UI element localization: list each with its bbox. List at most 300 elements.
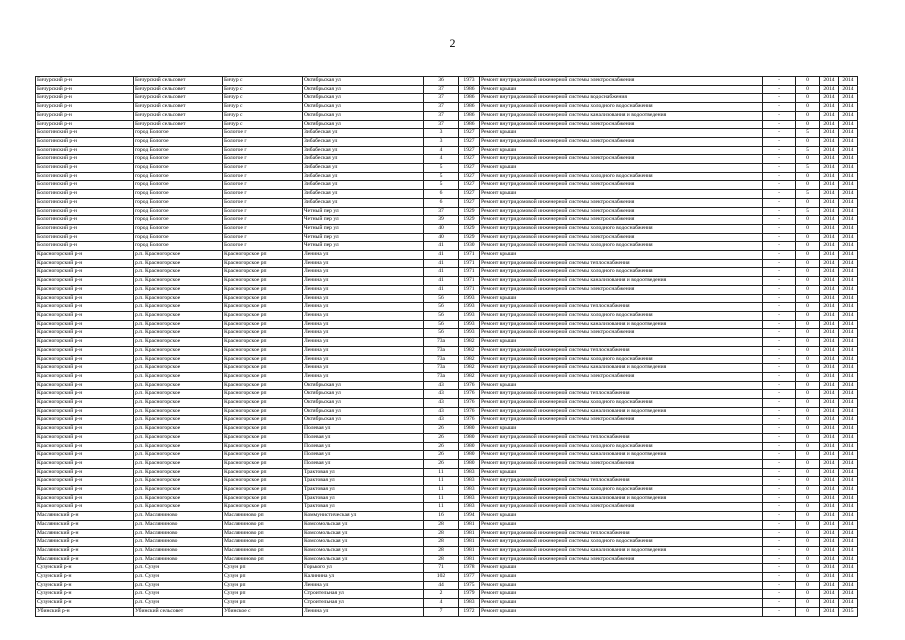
settlement-cell: р.п. Масляниново xyxy=(134,520,223,529)
locality-cell: Бичур с xyxy=(223,111,303,120)
build-year-cell: 1982 xyxy=(459,338,480,347)
settlement-cell: р.п. Красногорское xyxy=(134,459,223,468)
value-cell: 0 xyxy=(796,268,820,277)
district-cell: Масляниский р-н xyxy=(36,546,134,555)
locality-cell: Красногорское рп xyxy=(223,338,303,347)
locality-cell: Красногорское рп xyxy=(223,451,303,460)
street-cell: Ленина ул xyxy=(303,346,424,355)
locality-cell: Бичур с xyxy=(223,77,303,86)
street-cell: Трактовая ул xyxy=(303,477,424,486)
build-year-cell: 1980 xyxy=(459,442,480,451)
street-cell: Ленина ул xyxy=(303,285,424,294)
start-year-cell: 2014 xyxy=(820,538,839,547)
street-cell: Ленина ул xyxy=(303,329,424,338)
dash-cell: - xyxy=(763,251,796,260)
table-row xyxy=(36,581,858,590)
table-row xyxy=(36,224,858,233)
settlement-cell: р.п. Красногорское xyxy=(134,277,223,286)
street-cell: Ленина ул xyxy=(303,303,424,312)
start-year-cell: 2014 xyxy=(820,207,839,216)
locality-cell: Красногорское рп xyxy=(223,372,303,381)
locality-cell: Красногорское рп xyxy=(223,459,303,468)
settlement-cell: р.п. Масляниново xyxy=(134,529,223,538)
district-cell: Бологинский р-н xyxy=(36,164,134,173)
house-number-cell: 56 xyxy=(424,294,459,303)
settlement-cell: р.п. Красногорское xyxy=(134,451,223,460)
house-number-cell: 11 xyxy=(424,477,459,486)
end-year-cell: 2014 xyxy=(839,399,858,408)
end-year-cell: 2014 xyxy=(839,207,858,216)
district-cell: Красногорский р-н xyxy=(36,399,134,408)
dash-cell: - xyxy=(763,146,796,155)
table-row xyxy=(36,459,858,468)
house-number-cell: 4 xyxy=(424,146,459,155)
value-cell: 0 xyxy=(796,529,820,538)
locality-cell: Красногорское рп xyxy=(223,477,303,486)
house-number-cell: 28 xyxy=(424,546,459,555)
build-year-cell: 1983 xyxy=(459,503,480,512)
locality-cell: Бологое г xyxy=(223,216,303,225)
start-year-cell: 2014 xyxy=(820,294,839,303)
dash-cell: - xyxy=(763,581,796,590)
house-number-cell: 4 xyxy=(424,155,459,164)
work-type-cell: Ремонт внутридомовой инженерной системы электроснабжения xyxy=(480,198,763,207)
dash-cell: - xyxy=(763,468,796,477)
dash-cell: - xyxy=(763,233,796,242)
table-row xyxy=(36,129,858,138)
district-cell: Бологинский р-н xyxy=(36,129,134,138)
build-year-cell: 1973 xyxy=(459,77,480,86)
house-number-cell: 28 xyxy=(424,529,459,538)
build-year-cell: 1972 xyxy=(459,607,480,616)
value-cell: 0 xyxy=(796,494,820,503)
dash-cell: - xyxy=(763,172,796,181)
locality-cell: Сузун рп xyxy=(223,581,303,590)
end-year-cell: 2014 xyxy=(839,129,858,138)
work-type-cell: Ремонт крыши xyxy=(480,164,763,173)
table-row xyxy=(36,451,858,460)
end-year-cell: 2014 xyxy=(839,512,858,521)
dash-cell: - xyxy=(763,111,796,120)
table-row xyxy=(36,251,858,260)
locality-cell: Сузун рп xyxy=(223,573,303,582)
start-year-cell: 2014 xyxy=(820,494,839,503)
house-number-cell: 28 xyxy=(424,520,459,529)
work-type-cell: Ремонт внутридомовой инженерной системы теплоснабжения xyxy=(480,259,763,268)
build-year-cell: 1927 xyxy=(459,181,480,190)
work-type-cell: Ремонт крыши xyxy=(480,590,763,599)
start-year-cell: 2014 xyxy=(820,555,839,564)
locality-cell: Бологое г xyxy=(223,242,303,251)
table-row xyxy=(36,529,858,538)
district-cell: Красногорский р-н xyxy=(36,338,134,347)
house-number-cell: 43 xyxy=(424,381,459,390)
start-year-cell: 2014 xyxy=(820,338,839,347)
street-cell: Строительная ул xyxy=(303,599,424,608)
build-year-cell: 1981 xyxy=(459,520,480,529)
locality-cell: Красногорское рп xyxy=(223,364,303,373)
district-cell: Красногорский р-н xyxy=(36,251,134,260)
street-cell: Октябрьская ул xyxy=(303,381,424,390)
start-year-cell: 2014 xyxy=(820,233,839,242)
street-cell: Октябрьская ул xyxy=(303,399,424,408)
work-type-cell: Ремонт внутридомовой инженерной системы электроснабжения xyxy=(480,372,763,381)
start-year-cell: 2014 xyxy=(820,477,839,486)
locality-cell: Красногорское рп xyxy=(223,416,303,425)
settlement-cell: город Бологое xyxy=(134,216,223,225)
start-year-cell: 2014 xyxy=(820,311,839,320)
table-row xyxy=(36,503,858,512)
house-number-cell: 37 xyxy=(424,103,459,112)
street-cell: Зибабеская ул xyxy=(303,137,424,146)
value-cell: 0 xyxy=(796,564,820,573)
start-year-cell: 2014 xyxy=(820,372,839,381)
end-year-cell: 2014 xyxy=(839,538,858,547)
street-cell: Трактовая ул xyxy=(303,486,424,495)
locality-cell: Масляниново рп xyxy=(223,520,303,529)
locality-cell: Красногорское рп xyxy=(223,259,303,268)
locality-cell: Бологое г xyxy=(223,129,303,138)
build-year-cell: 1994 xyxy=(459,512,480,521)
settlement-cell: город Бологое xyxy=(134,164,223,173)
end-year-cell: 2014 xyxy=(839,294,858,303)
settlement-cell: Бичурский сельсовет xyxy=(134,77,223,86)
table-row xyxy=(36,155,858,164)
build-year-cell: 1986 xyxy=(459,85,480,94)
district-cell: Красногорский р-н xyxy=(36,303,134,312)
end-year-cell: 2014 xyxy=(839,564,858,573)
settlement-cell: р.п. Красногорское xyxy=(134,259,223,268)
house-number-cell: 37 xyxy=(424,120,459,129)
table-row xyxy=(36,599,858,608)
build-year-cell: 1971 xyxy=(459,251,480,260)
value-cell: 0 xyxy=(796,425,820,434)
settlement-cell: город Бологое xyxy=(134,198,223,207)
end-year-cell: 2014 xyxy=(839,85,858,94)
build-year-cell: 1971 xyxy=(459,277,480,286)
house-number-cell: 56 xyxy=(424,329,459,338)
end-year-cell: 2014 xyxy=(839,181,858,190)
district-cell: Бологинский р-н xyxy=(36,233,134,242)
district-cell: Бологинский р-н xyxy=(36,137,134,146)
street-cell: Полевая ул xyxy=(303,433,424,442)
start-year-cell: 2014 xyxy=(820,381,839,390)
house-number-cell: 26 xyxy=(424,433,459,442)
street-cell: Ленина ул xyxy=(303,311,424,320)
settlement-cell: р.п. Красногорское xyxy=(134,390,223,399)
start-year-cell: 2014 xyxy=(820,355,839,364)
work-type-cell: Ремонт внутридомовой инженерной системы канализования и водоотведения xyxy=(480,546,763,555)
work-type-cell: Ремонт внутридомовой инженерной системы теплоснабжения xyxy=(480,303,763,312)
value-cell: 0 xyxy=(796,433,820,442)
start-year-cell: 2014 xyxy=(820,224,839,233)
street-cell: Комсомольская ул xyxy=(303,538,424,547)
house-number-cell: 73а xyxy=(424,346,459,355)
locality-cell: Сузун рп xyxy=(223,590,303,599)
end-year-cell: 2014 xyxy=(839,529,858,538)
dash-cell: - xyxy=(763,103,796,112)
table-row xyxy=(36,216,858,225)
house-number-cell: 16 xyxy=(424,512,459,521)
dash-cell: - xyxy=(763,451,796,460)
street-cell: Ленина ул xyxy=(303,607,424,616)
street-cell: Зибабеская ул xyxy=(303,172,424,181)
locality-cell: Бологое г xyxy=(223,155,303,164)
table-row xyxy=(36,146,858,155)
settlement-cell: город Бологое xyxy=(134,137,223,146)
house-number-cell: 3 xyxy=(424,129,459,138)
locality-cell: Красногорское рп xyxy=(223,320,303,329)
locality-cell: Красногорское рп xyxy=(223,251,303,260)
build-year-cell: 1929 xyxy=(459,207,480,216)
work-type-cell: Ремонт внутридомовой инженерной системы канализования и водоотведения xyxy=(480,320,763,329)
work-type-cell: Ремонт внутридомовой инженерной системы канализования и водоотведения xyxy=(480,364,763,373)
district-cell: Красногорский р-н xyxy=(36,451,134,460)
house-number-cell: 43 xyxy=(424,407,459,416)
street-cell: Зибабеская ул xyxy=(303,129,424,138)
work-type-cell: Ремонт внутридомовой инженерной системы теплоснабжения xyxy=(480,477,763,486)
dash-cell: - xyxy=(763,338,796,347)
end-year-cell: 2014 xyxy=(839,520,858,529)
district-cell: Красногорский р-н xyxy=(36,364,134,373)
build-year-cell: 1927 xyxy=(459,137,480,146)
end-year-cell: 2014 xyxy=(839,251,858,260)
end-year-cell: 2014 xyxy=(839,311,858,320)
table-row xyxy=(36,190,858,199)
build-year-cell: 1983 xyxy=(459,468,480,477)
end-year-cell: 2014 xyxy=(839,555,858,564)
district-cell: Бологинский р-н xyxy=(36,155,134,164)
start-year-cell: 2014 xyxy=(820,94,839,103)
house-number-cell: 26 xyxy=(424,459,459,468)
value-cell: 0 xyxy=(796,555,820,564)
start-year-cell: 2014 xyxy=(820,364,839,373)
house-number-cell: 56 xyxy=(424,303,459,312)
dash-cell: - xyxy=(763,399,796,408)
end-year-cell: 2014 xyxy=(839,546,858,555)
district-cell: Бичурский р-н xyxy=(36,120,134,129)
build-year-cell: 1980 xyxy=(459,425,480,434)
build-year-cell: 1976 xyxy=(459,399,480,408)
settlement-cell: р.п. Красногорское xyxy=(134,338,223,347)
end-year-cell: 2014 xyxy=(839,599,858,608)
build-year-cell: 1981 xyxy=(459,546,480,555)
locality-cell: Красногорское рп xyxy=(223,346,303,355)
build-year-cell: 1983 xyxy=(459,494,480,503)
work-type-cell: Ремонт внутридомовой инженерной системы холодного водоснабжения xyxy=(480,242,763,251)
start-year-cell: 2014 xyxy=(820,590,839,599)
house-number-cell: 7 xyxy=(424,607,459,616)
work-type-cell: Ремонт крыши xyxy=(480,573,763,582)
district-cell: Красногорский р-н xyxy=(36,268,134,277)
dash-cell: - xyxy=(763,268,796,277)
dash-cell: - xyxy=(763,433,796,442)
work-type-cell: Ремонт внутридомовой инженерной системы канализования и водоотведения xyxy=(480,494,763,503)
build-year-cell: 1976 xyxy=(459,390,480,399)
dash-cell: - xyxy=(763,320,796,329)
table-row xyxy=(36,573,858,582)
start-year-cell: 2014 xyxy=(820,190,839,199)
district-cell: Красногорский р-н xyxy=(36,416,134,425)
end-year-cell: 2014 xyxy=(839,103,858,112)
locality-cell: Красногорское рп xyxy=(223,503,303,512)
value-cell: 0 xyxy=(796,477,820,486)
district-cell: Масляниский р-н xyxy=(36,529,134,538)
street-cell: Ленина ул xyxy=(303,259,424,268)
build-year-cell: 1929 xyxy=(459,224,480,233)
settlement-cell: р.п. Красногорское xyxy=(134,372,223,381)
street-cell: Полевая ул xyxy=(303,459,424,468)
locality-cell: Красногорское рп xyxy=(223,407,303,416)
dash-cell: - xyxy=(763,442,796,451)
house-number-cell: 43 xyxy=(424,416,459,425)
house-number-cell: 37 xyxy=(424,85,459,94)
value-cell: 0 xyxy=(796,251,820,260)
locality-cell: Бологое г xyxy=(223,233,303,242)
table-row xyxy=(36,407,858,416)
end-year-cell: 2014 xyxy=(839,477,858,486)
house-number-cell: 11 xyxy=(424,503,459,512)
table-row xyxy=(36,477,858,486)
district-cell: Бологинский р-н xyxy=(36,146,134,155)
settlement-cell: Бичурский сельсовет xyxy=(134,111,223,120)
start-year-cell: 2014 xyxy=(820,486,839,495)
locality-cell: Бичур с xyxy=(223,94,303,103)
start-year-cell: 2014 xyxy=(820,216,839,225)
work-type-cell: Ремонт крыши xyxy=(480,425,763,434)
value-cell: 0 xyxy=(796,285,820,294)
table-row xyxy=(36,111,858,120)
street-cell: Ленина ул xyxy=(303,294,424,303)
start-year-cell: 2014 xyxy=(820,607,839,616)
dash-cell: - xyxy=(763,486,796,495)
district-cell: Сузунский р-н xyxy=(36,599,134,608)
work-type-cell: Ремонт крыши xyxy=(480,294,763,303)
locality-cell: Бологое г xyxy=(223,181,303,190)
work-type-cell: Ремонт внутридомовой инженерной системы теплоснабжения xyxy=(480,346,763,355)
end-year-cell: 2014 xyxy=(839,425,858,434)
settlement-cell: р.п. Красногорское xyxy=(134,442,223,451)
dash-cell: - xyxy=(763,590,796,599)
work-type-cell: Ремонт внутридомовой инженерной системы электроснабжения xyxy=(480,329,763,338)
settlement-cell: р.п. Сузун xyxy=(134,590,223,599)
district-cell: Масляниский р-н xyxy=(36,538,134,547)
district-cell: Красногорский р-н xyxy=(36,259,134,268)
settlement-cell: р.п. Красногорское xyxy=(134,503,223,512)
work-type-cell: Ремонт внутридомовой инженерной системы холодного водоснабжения xyxy=(480,224,763,233)
street-cell: Зибабеская ул xyxy=(303,155,424,164)
end-year-cell: 2014 xyxy=(839,259,858,268)
build-year-cell: 1976 xyxy=(459,416,480,425)
settlement-cell: р.п. Красногорское xyxy=(134,364,223,373)
work-type-cell: Ремонт внутридомовой инженерной системы электроснабжения xyxy=(480,285,763,294)
end-year-cell: 2014 xyxy=(839,581,858,590)
locality-cell: Красногорское рп xyxy=(223,425,303,434)
street-cell: Октябрьская ул xyxy=(303,77,424,86)
settlement-cell: р.п. Красногорское xyxy=(134,355,223,364)
start-year-cell: 2014 xyxy=(820,546,839,555)
locality-cell: Красногорское рп xyxy=(223,268,303,277)
dash-cell: - xyxy=(763,494,796,503)
locality-cell: Красногорское рп xyxy=(223,390,303,399)
build-year-cell: 1930 xyxy=(459,242,480,251)
value-cell: 0 xyxy=(796,581,820,590)
settlement-cell: город Бологое xyxy=(134,172,223,181)
dash-cell: - xyxy=(763,277,796,286)
work-type-cell: Ремонт крыши xyxy=(480,599,763,608)
end-year-cell: 2014 xyxy=(839,494,858,503)
settlement-cell: Бичурский сельсовет xyxy=(134,120,223,129)
dash-cell: - xyxy=(763,364,796,373)
dash-cell: - xyxy=(763,85,796,94)
district-cell: Красногорский р-н xyxy=(36,486,134,495)
value-cell: 0 xyxy=(796,111,820,120)
street-cell: Ленина ул xyxy=(303,268,424,277)
dash-cell: - xyxy=(763,529,796,538)
value-cell: 0 xyxy=(796,242,820,251)
build-year-cell: 1981 xyxy=(459,529,480,538)
dash-cell: - xyxy=(763,311,796,320)
locality-cell: Красногорское рп xyxy=(223,433,303,442)
work-type-cell: Ремонт внутридомовой инженерной системы холодного водоснабжения xyxy=(480,355,763,364)
build-year-cell: 1927 xyxy=(459,164,480,173)
locality-cell: Красногорское рп xyxy=(223,285,303,294)
build-year-cell: 1993 xyxy=(459,320,480,329)
end-year-cell: 2014 xyxy=(839,407,858,416)
street-cell: Октябрьская ул xyxy=(303,103,424,112)
house-number-cell: 5 xyxy=(424,181,459,190)
build-year-cell: 1977 xyxy=(459,573,480,582)
locality-cell: Красногорское рп xyxy=(223,486,303,495)
build-year-cell: 1993 xyxy=(459,294,480,303)
value-cell: 0 xyxy=(796,77,820,86)
build-year-cell: 1993 xyxy=(459,311,480,320)
value-cell: 0 xyxy=(796,311,820,320)
house-number-cell: 37 xyxy=(424,94,459,103)
locality-cell: Бичур с xyxy=(223,103,303,112)
table-row xyxy=(36,303,858,312)
table-row xyxy=(36,564,858,573)
settlement-cell: город Бологое xyxy=(134,233,223,242)
house-number-cell: 44 xyxy=(424,581,459,590)
street-cell: Зибабеская ул xyxy=(303,164,424,173)
build-year-cell: 1927 xyxy=(459,146,480,155)
locality-cell: Красногорское рп xyxy=(223,294,303,303)
settlement-cell: р.п. Красногорское xyxy=(134,285,223,294)
street-cell: Комсомольская ул xyxy=(303,555,424,564)
start-year-cell: 2014 xyxy=(820,242,839,251)
end-year-cell: 2014 xyxy=(839,416,858,425)
build-year-cell: 1980 xyxy=(459,451,480,460)
value-cell: 0 xyxy=(796,233,820,242)
settlement-cell: р.п. Масляниново xyxy=(134,546,223,555)
settlement-cell: р.п. Сузун xyxy=(134,564,223,573)
end-year-cell: 2014 xyxy=(839,442,858,451)
house-number-cell: 41 xyxy=(424,251,459,260)
house-number-cell: 56 xyxy=(424,311,459,320)
start-year-cell: 2014 xyxy=(820,520,839,529)
start-year-cell: 2014 xyxy=(820,390,839,399)
work-type-cell: Ремонт внутридомовой инженерной системы канализования и водоотведения xyxy=(480,277,763,286)
district-cell: Красногорский р-н xyxy=(36,433,134,442)
start-year-cell: 2014 xyxy=(820,251,839,260)
district-cell: Красногорский р-н xyxy=(36,372,134,381)
value-cell: 5 xyxy=(796,129,820,138)
value-cell: 0 xyxy=(796,172,820,181)
settlement-cell: р.п. Сузун xyxy=(134,599,223,608)
work-type-cell: Ремонт внутридомовой инженерной системы электроснабжения xyxy=(480,503,763,512)
end-year-cell: 2014 xyxy=(839,277,858,286)
